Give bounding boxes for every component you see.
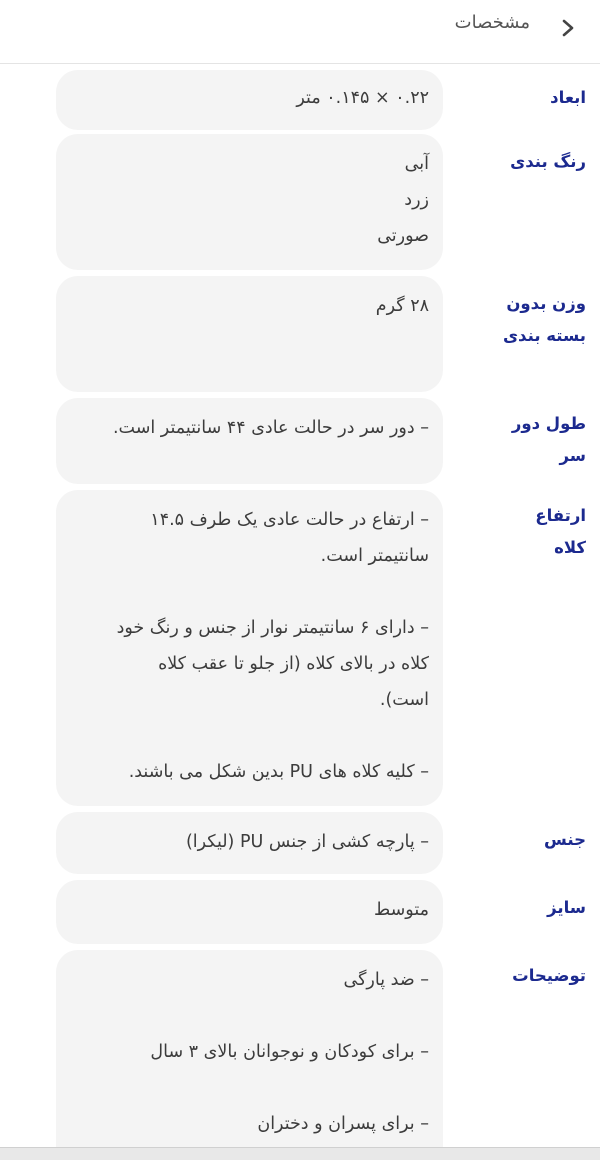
spec-value-box bbox=[56, 276, 443, 392]
spec-value-line bbox=[70, 718, 429, 754]
spec-label: توضیحات bbox=[512, 966, 586, 985]
spec-value-line: متوسط bbox=[374, 900, 429, 920]
spec-value-line: است). bbox=[379, 690, 429, 710]
spec-value-line bbox=[70, 574, 429, 610]
spec-value-box bbox=[56, 134, 443, 270]
spec-value-line: – دور سر در حالت عادی ۴۴ سانتیمتر است. bbox=[112, 418, 429, 438]
spec-value-line: کلاه در بالای کلاه (از جلو تا عقب کلاه bbox=[158, 654, 429, 674]
chevron-right-icon bbox=[561, 18, 575, 38]
spec-value-line: – برای کودکان و نوجوانان بالای ۳ سال bbox=[150, 1042, 429, 1062]
spec-value-box bbox=[56, 812, 443, 874]
header-bar bbox=[0, 0, 600, 64]
spec-value-box bbox=[56, 950, 443, 1160]
spec-value-box bbox=[56, 70, 443, 130]
spec-value-line bbox=[70, 1070, 429, 1106]
spec-value-line: – پارچه کشی از جنس PU (لیکرا) bbox=[185, 832, 429, 852]
spec-value-line bbox=[70, 998, 429, 1034]
spec-value-line: سانتیمتر است. bbox=[320, 546, 429, 566]
spec-value-line: آبی bbox=[404, 154, 429, 174]
spec-label: رنگ بندی bbox=[510, 152, 586, 171]
spec-value-box bbox=[56, 398, 443, 484]
spec-value-line: صورتی bbox=[377, 226, 429, 246]
spec-value-line: ۲۸ گرم bbox=[375, 296, 429, 316]
bottom-bar bbox=[0, 1147, 600, 1160]
spec-label: ابعاد bbox=[550, 88, 586, 107]
spec-label: ارتفاع کلاه bbox=[535, 506, 586, 557]
spec-value-line: – برای پسران و دختران bbox=[257, 1114, 429, 1134]
spec-value-box bbox=[56, 880, 443, 944]
spec-label: وزن بدون بسته بندی bbox=[502, 294, 586, 345]
spec-value-line: – دارای ۶ سانتیمتر نوار از جنس و رنگ خود bbox=[116, 618, 429, 638]
page-title: مشخصات bbox=[454, 12, 530, 33]
back-button[interactable] bbox=[554, 14, 582, 42]
spec-value-line: ۰.۲۲ × ۰.۱۴۵ متر bbox=[296, 88, 429, 108]
spec-label: سایز bbox=[547, 898, 586, 917]
spec-label: طول دور سر bbox=[511, 414, 586, 465]
spec-value-line: زرد bbox=[404, 190, 429, 210]
spec-value-line: – کلیه کلاه های PU بدین شکل می باشند. bbox=[128, 762, 429, 782]
spec-value-line: – ارتفاع در حالت عادی یک طرف ۱۴.۵ bbox=[150, 510, 429, 530]
spec-value-box bbox=[56, 490, 443, 806]
spec-label: جنس bbox=[544, 830, 586, 849]
spec-value-line: – ضد پارگی bbox=[343, 970, 429, 990]
